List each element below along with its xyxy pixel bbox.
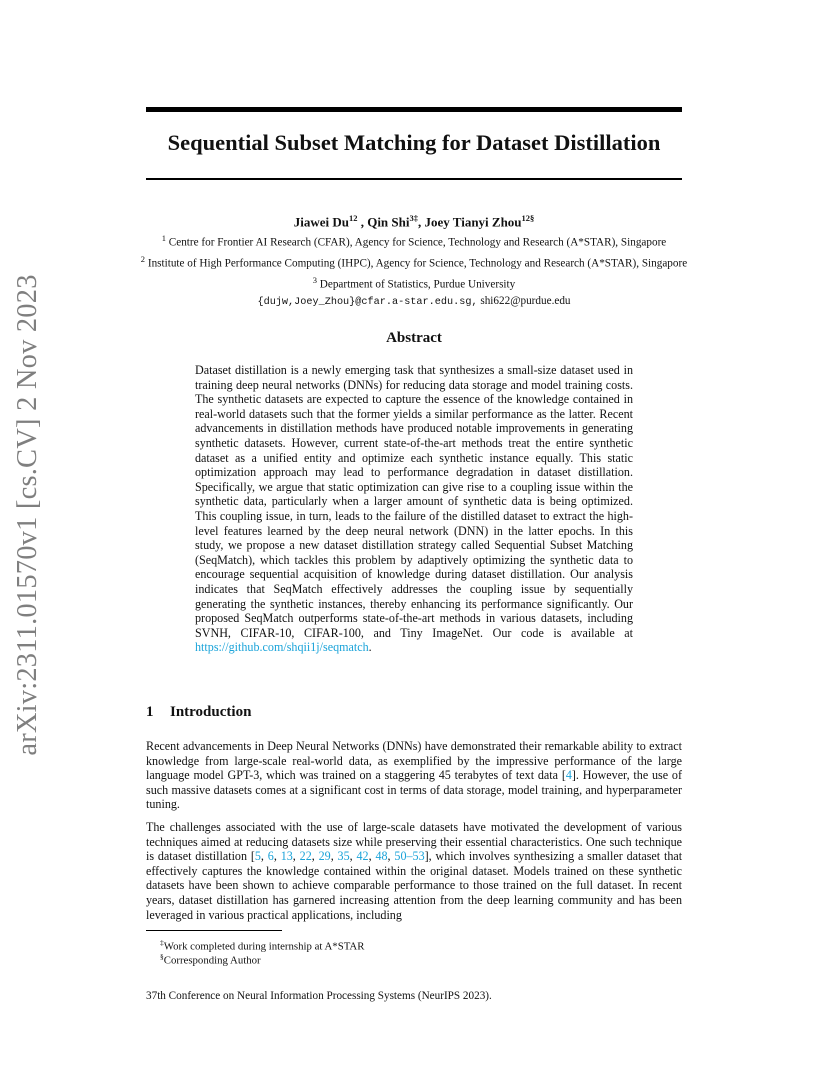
abstract-text: Dataset distillation is a newly emerging task that synthesizes a small-size dataset used in training deep neural networks (DNNs) for reducing data storage and model training costs. The synthetic datasets are expected to capture the essence of the knowledge contained in real-world datasets such that the former yields a similar performance as the latter. Recent advancements in distillation methods have produced notable improvements in generating synthetic datasets. However, current state-of-the-art methods treat the entire synthetic dataset as a unified entity and optimize each synthetic instance equally. This static optimization approach may lead to performance degradation in dataset distillation. Specifically, we argue that static optimization can give rise to a coupling issue within the synthetic data, particularly when a larger amount of synthetic data is being optimized. This coupling issue, in turn, leads to the failure of the distilled dataset to extract the high-level features learned by the deep neural network (DNN) in the latter epochs. In this study, we propose a new dataset distillation strategy called Sequential Subset Matching (SeqMatch), which tackles this problem by adaptively optimizing the synthetic data to encourage sequential acquisition of knowledge during dataset distillation. Our analysis indicates that SeqMatch effectively addresses the coupling issue by sequentially generating the synthetic instances, thereby enhancing its performance significantly. Our proposed SeqMatch outperforms state-of-the-art methods in various datasets, including SVNH, CIFAR-10, CIFAR-100, and Tiny ImageNet. Our code is available at bbox=[195, 363, 633, 640]
affiliation-line bbox=[146, 230, 682, 251]
author-names bbox=[146, 210, 682, 230]
abstract-heading: Abstract bbox=[386, 330, 442, 346]
affiliation-text: Institute of High Performance Computing (IHPC), Agency for Science, Technology and Research (A*STAR), Singapore bbox=[147, 257, 688, 270]
affiliation-text: Department of Statistics, Purdue University bbox=[319, 278, 516, 291]
citation-link[interactable]: 22 bbox=[299, 849, 312, 864]
author-affil-sup: 12 bbox=[348, 213, 358, 223]
footnote-mark: § bbox=[160, 952, 164, 961]
footnote-text: Work completed during internship at A*STAR bbox=[163, 940, 365, 953]
author-block bbox=[140, 210, 688, 311]
title-bottom-rule bbox=[146, 178, 682, 180]
paragraph-text: Recent advancements in Deep Neural Networks (DNNs) have demonstrated their remarkable ability to extract knowledge from large-scale real-world data, as exemplified by the impressive performance of the large language model GPT-3, which was trained on a staggering 45 terabytes of text data [ bbox=[146, 739, 682, 783]
intro-paragraph-2: The challenges associated with the use of large-scale datasets have motivated the development of various techniques aimed at reducing datasets size while preserving their essential characteristics. One such technique is dataset distillation [5, 6, 13, 22, 29, 35, 42, 48, 50–53], which involves synthesizing a smaller dataset that effectively captures the knowledge contained within the original dataset. Models trained on these synthetic datasets have been shown to achieve comparable performance to those trained on the full dataset. In recent years, dataset distillation has garnered increasing attention from the deep learning community and has been leveraged in various practical applications, including bbox=[146, 820, 683, 922]
abstract-body bbox=[195, 363, 633, 655]
email-plain: shi622@purdue.edu bbox=[477, 294, 571, 307]
title-top-rule bbox=[146, 107, 682, 112]
section-number: 1 bbox=[146, 704, 154, 720]
author-separator: , bbox=[417, 214, 425, 230]
affiliation-line bbox=[124, 251, 704, 272]
citation-link[interactable]: 4 bbox=[565, 768, 572, 783]
author-name: Jiawei Du bbox=[293, 214, 349, 230]
footnote-rule bbox=[146, 930, 282, 931]
section-heading bbox=[146, 704, 251, 721]
affiliation-sup: 3 bbox=[312, 274, 317, 285]
author-name: Qin Shi bbox=[367, 214, 410, 230]
citation-link[interactable]: 5 bbox=[254, 849, 261, 864]
abstract-end: . bbox=[368, 640, 372, 655]
arxiv-watermark: arXiv:2311.01570v1 [cs.CV] 2 Nov 2023 bbox=[12, 274, 43, 756]
citation-link[interactable]: 29 bbox=[318, 849, 331, 864]
affiliation-text: Centre for Frontier AI Research (CFAR), Agency for Science, Technology and Research (A*STAR), Singapore bbox=[168, 237, 667, 250]
affiliation-sup: 2 bbox=[140, 254, 146, 265]
author-affil-sup: 12§ bbox=[521, 213, 535, 223]
author-separator: , bbox=[357, 214, 368, 230]
citation-link[interactable]: 35 bbox=[337, 849, 350, 864]
citation-link[interactable]: 50–53 bbox=[394, 849, 425, 864]
intro-paragraph-1 bbox=[146, 739, 682, 812]
section-title: Introduction bbox=[170, 704, 252, 720]
footnote-mark: ‡ bbox=[160, 938, 164, 947]
paragraph-text: The challenges associated with the use of large-scale datasets have motivated the development of various techniques aimed at reducing datasets size while preserving their essential characteristics. One such technique is dataset distillation [ bbox=[146, 820, 682, 864]
author-affil-sup: 3‡ bbox=[409, 213, 418, 223]
venue-note: 37th Conference on Neural Information Processing Systems (NeurIPS 2023). bbox=[146, 990, 492, 1002]
footnote-text: Corresponding Author bbox=[163, 954, 261, 967]
affiliation-sup: 1 bbox=[161, 233, 166, 244]
email-line bbox=[146, 293, 682, 311]
author-name: Joey Tianyi Zhou bbox=[424, 214, 522, 230]
citation-link[interactable]: 48 bbox=[375, 849, 388, 864]
paper-title: Sequential Subset Matching for Dataset Distillation bbox=[167, 130, 661, 155]
paragraph-text: ], which involves synthesizing a smaller dataset that effectively captures the knowledge contained within the original dataset. Models trained on these synthetic datasets have been shown to achieve comparable performance to those trained on the full dataset. In recent years, dataset distillation has garnered increasing attention from the deep learning community and has been leveraged in various practical applications, including bbox=[146, 849, 683, 922]
code-link[interactable]: https://github.com/shqii1j/seqmatch bbox=[195, 640, 369, 655]
footnote bbox=[160, 950, 261, 968]
paragraph-text: ]. However, the use of such massive datasets comes at a significant cost in terms of data storage, model training, and hyperparameter tuning. bbox=[146, 768, 682, 812]
citation-link[interactable]: 13 bbox=[280, 849, 293, 864]
citation-link[interactable]: 6 bbox=[267, 849, 274, 864]
affiliation-line bbox=[146, 272, 682, 293]
citation-link[interactable]: 42 bbox=[356, 849, 369, 864]
email-mono: {dujw,Joey_Zhou}@cfar.a-star.edu.sg, bbox=[257, 296, 478, 308]
